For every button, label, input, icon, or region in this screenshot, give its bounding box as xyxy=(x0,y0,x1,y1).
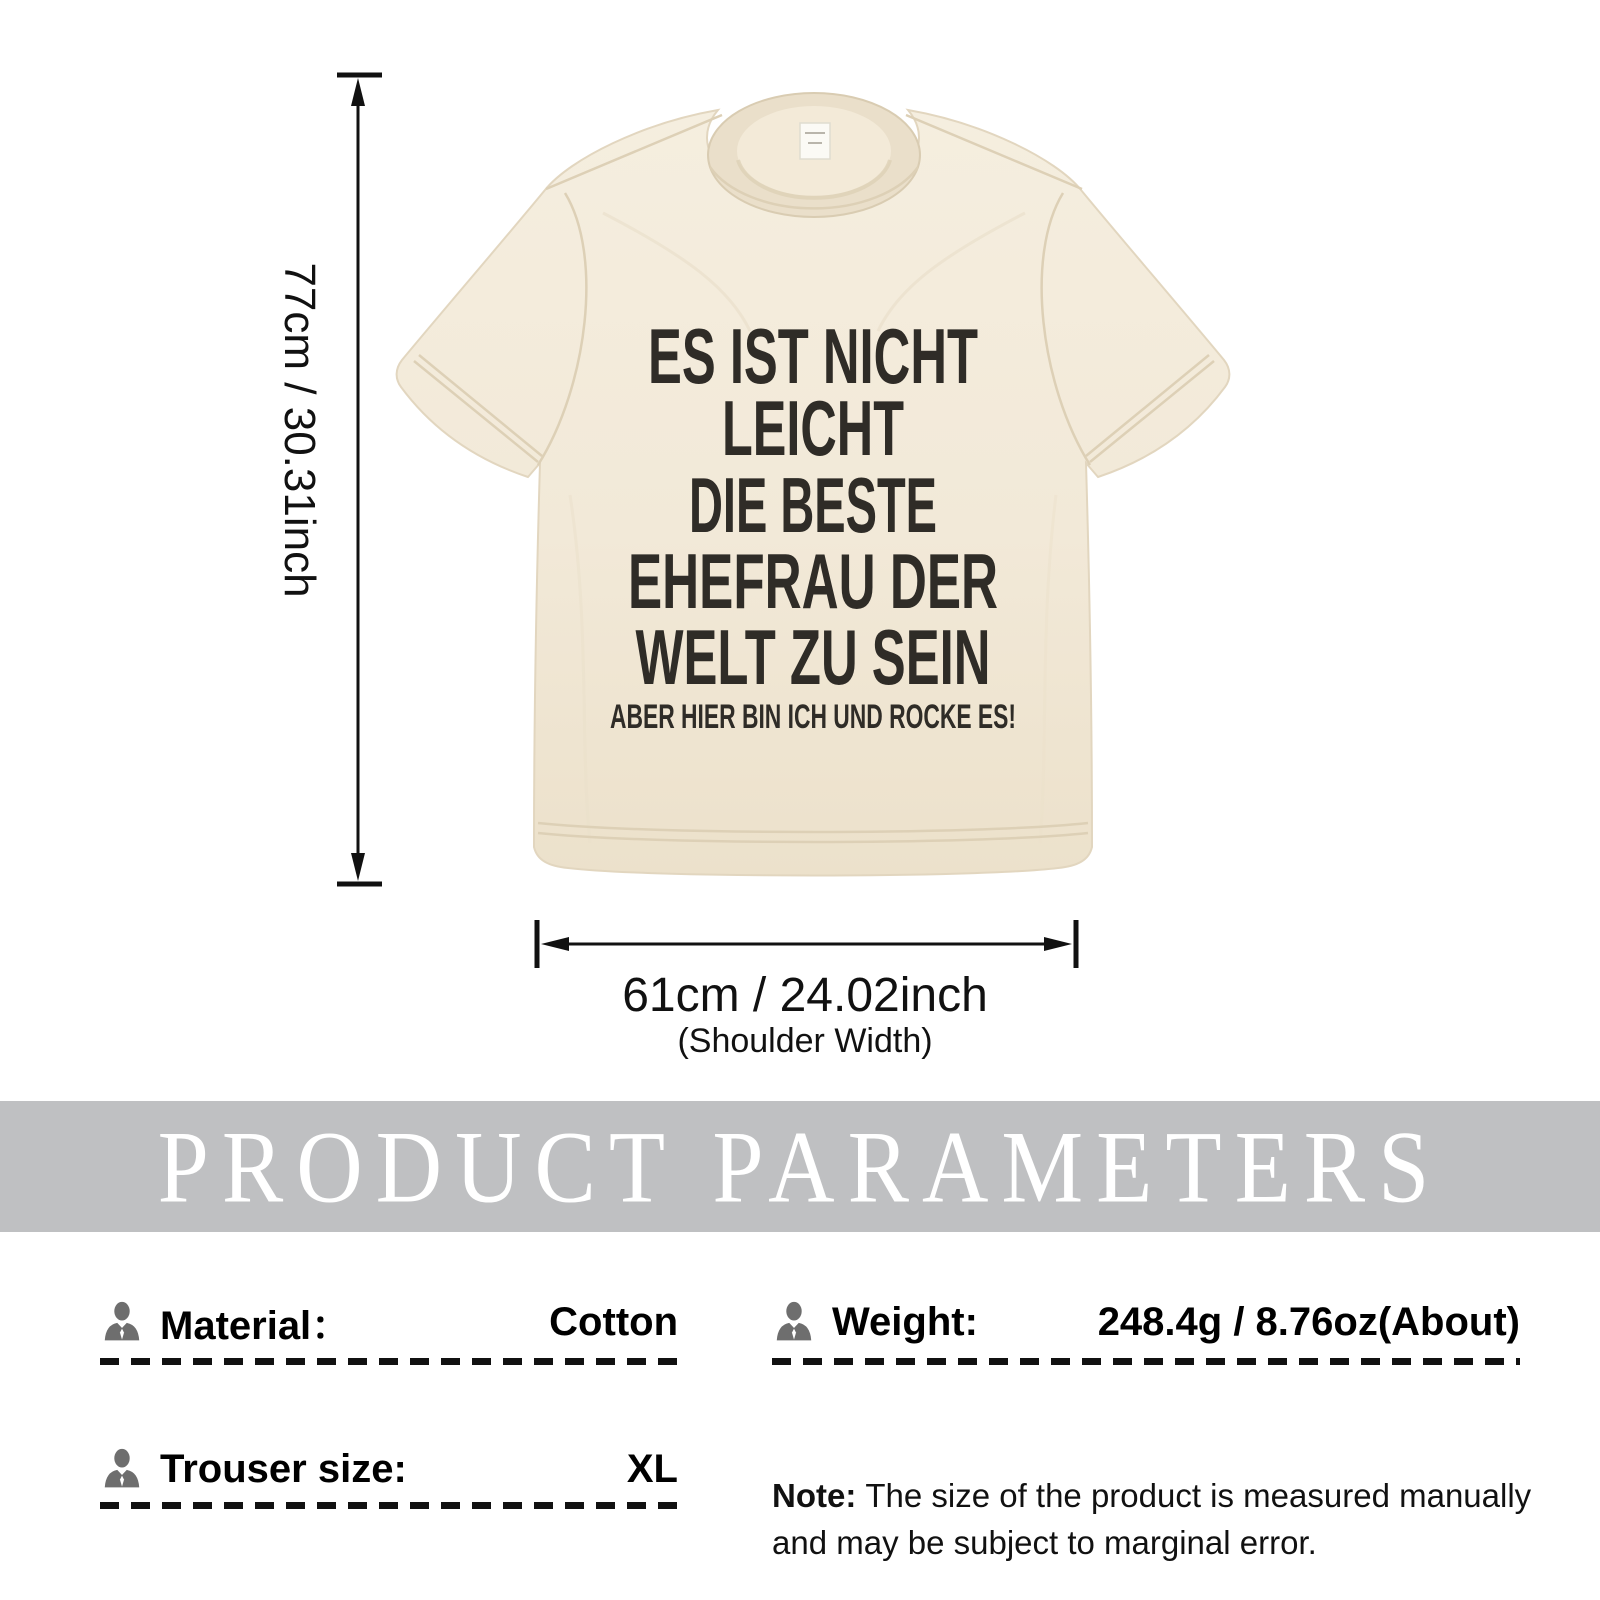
note-label: Note: xyxy=(772,1477,857,1514)
divider-dashed xyxy=(772,1358,1520,1365)
divider-dashed xyxy=(100,1358,678,1365)
note-text: The size of the product is measured manually and may be subject to marginal error. xyxy=(772,1477,1532,1561)
trouser-size-value: XL xyxy=(626,1446,678,1491)
tshirt-print-line: WELT ZU SEIN xyxy=(635,613,991,701)
weight-label: Weight: xyxy=(832,1299,978,1344)
tshirt-print-subline: ABER HIER BIN ICH UND ROCKE ES! xyxy=(610,698,1016,736)
tshirt-print-line: ES IST NICHT xyxy=(648,312,978,400)
divider-dashed xyxy=(100,1502,678,1509)
param-row-weight xyxy=(772,1296,1520,1348)
weight-value: 248.4g / 8.76oz(About) xyxy=(1097,1299,1520,1344)
tshirt-image xyxy=(388,65,1240,895)
width-dimension-label: 61cm / 24.02inch xyxy=(622,969,988,1022)
material-value: Cotton xyxy=(549,1299,678,1344)
material-label: Material： xyxy=(160,1303,352,1348)
height-dimension-arrow xyxy=(330,60,390,900)
param-row-trouser-size xyxy=(100,1443,678,1495)
tshirt-print-line: LEICHT xyxy=(722,384,904,472)
tshirt-print-line: DIE BESTE xyxy=(689,461,937,549)
param-row-material xyxy=(100,1296,678,1348)
person-icon xyxy=(772,1300,816,1344)
width-dimension-sublabel: (Shoulder Width) xyxy=(677,1022,933,1060)
person-icon xyxy=(100,1447,144,1491)
neck-tag xyxy=(800,123,830,159)
person-icon xyxy=(100,1300,144,1344)
section-banner-title: PRODUCT PARAMETERS xyxy=(157,1109,1443,1224)
note-paragraph xyxy=(772,1473,1552,1567)
tshirt-print-line: EHEFRAU DER xyxy=(628,537,998,625)
height-dimension-label: 77cm / 30.31inch xyxy=(275,262,324,598)
trouser-size-label: Trouser size: xyxy=(160,1446,407,1491)
section-banner-product-parameters xyxy=(0,1101,1600,1232)
